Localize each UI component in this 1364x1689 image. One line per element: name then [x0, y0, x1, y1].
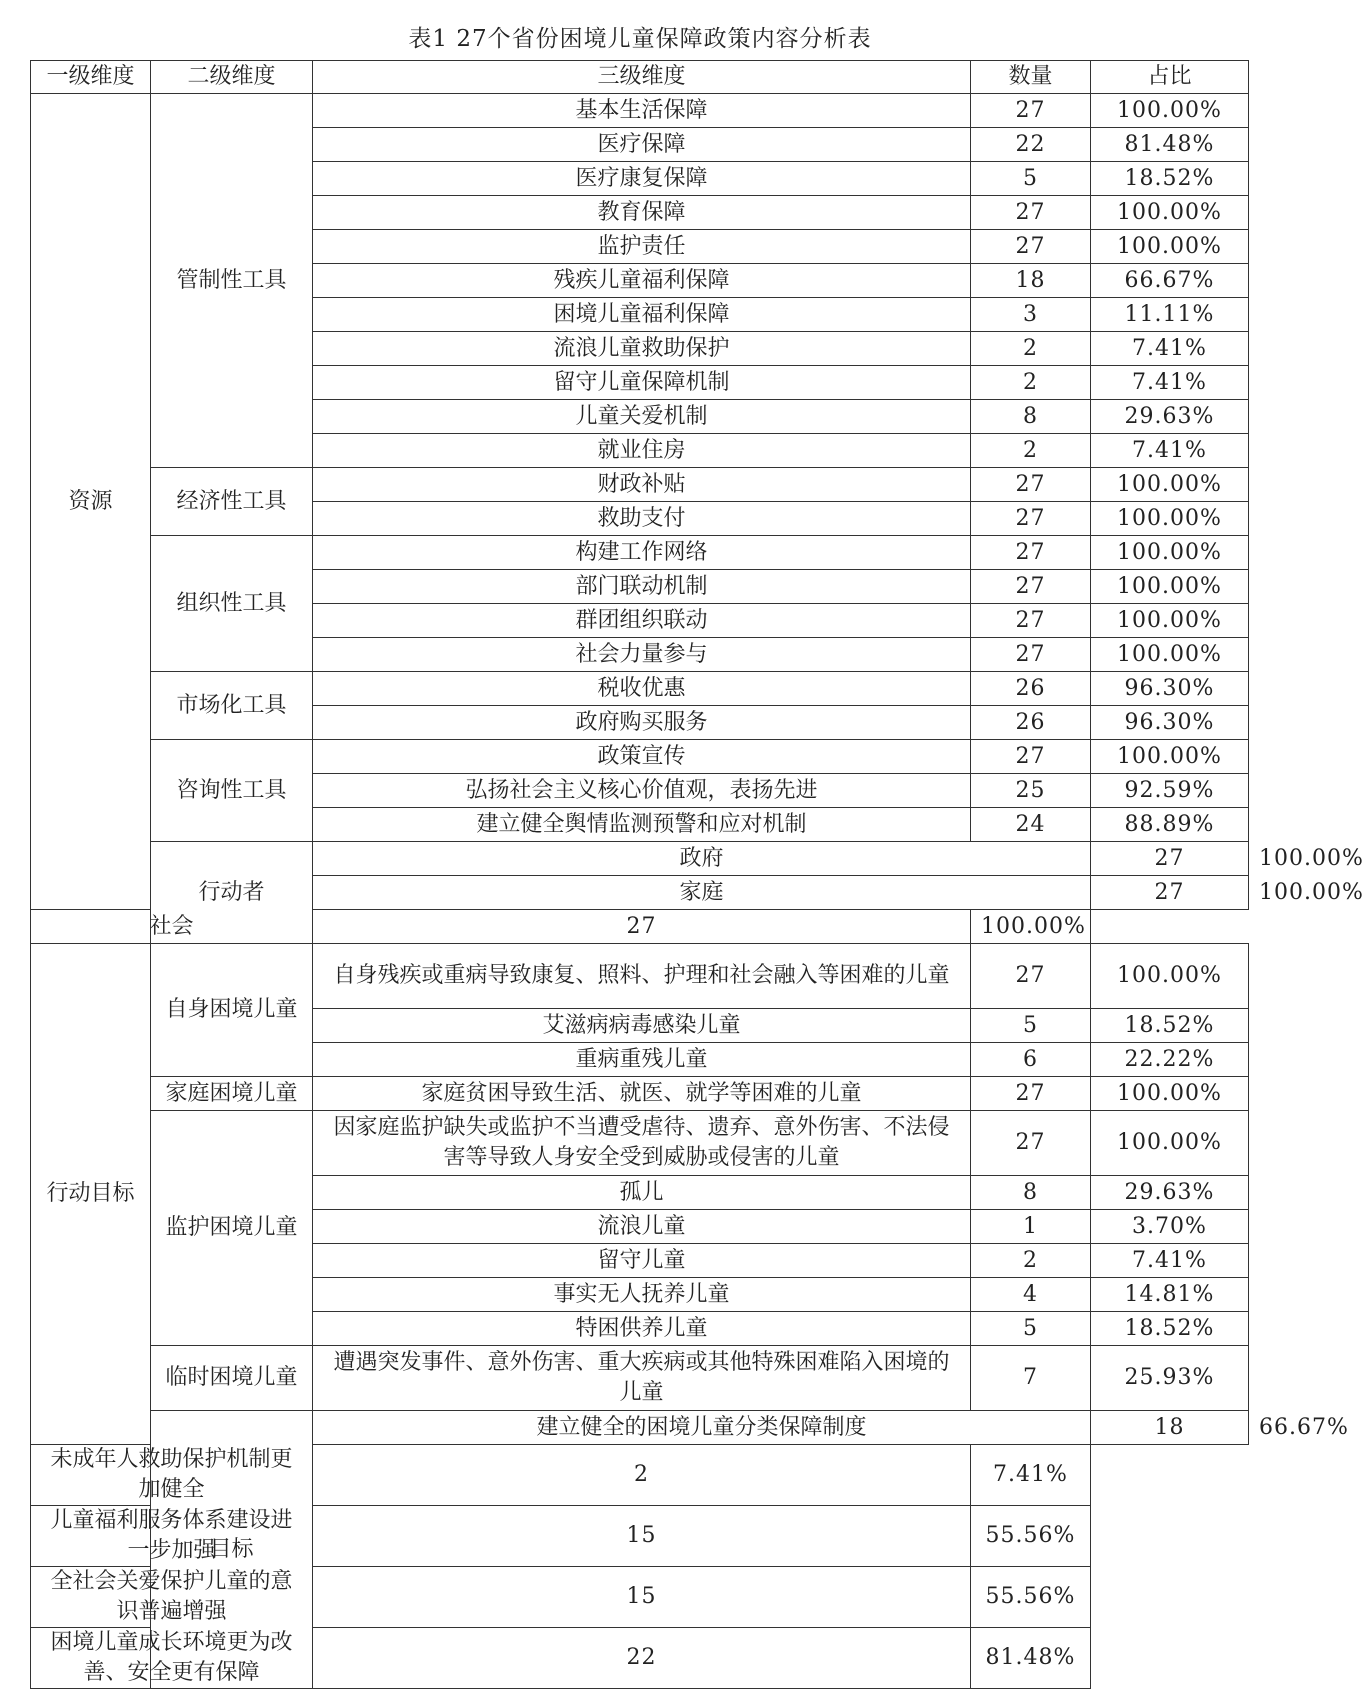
- level2-cell: 组织性工具: [151, 536, 313, 672]
- level3-cell: 事实无人抚养儿童: [313, 1278, 971, 1312]
- level3-cell: 就业住房: [313, 434, 971, 468]
- level3-cell: 流浪儿童: [313, 1210, 971, 1244]
- header-percent: 占比: [1091, 61, 1249, 94]
- level3-cell: 因家庭监护缺失或监护不当遭受虐待、遗弃、意外伤害、不法侵害等导致人身安全受到威胁或侵害的儿童: [313, 1111, 971, 1176]
- level2-cell: 市场化工具: [151, 672, 313, 740]
- level3-cell: 残疾儿童福利保障: [313, 264, 971, 298]
- level3-cell: 艾滋病病毒感染儿童: [313, 1009, 971, 1043]
- count-cell: 5: [971, 1312, 1091, 1346]
- percent-cell: 96.30%: [1091, 706, 1249, 740]
- count-cell: 27: [1091, 876, 1249, 910]
- header-level3: 三级维度: [313, 61, 971, 94]
- level3-cell: 政府: [313, 842, 1091, 876]
- count-cell: 27: [971, 638, 1091, 672]
- percent-cell: 22.22%: [1091, 1043, 1249, 1077]
- count-cell: 18: [971, 264, 1091, 298]
- count-cell: 2: [971, 434, 1091, 468]
- level3-cell: 未成年人救助保护机制更加健全: [31, 1445, 313, 1506]
- level1-cell: 行动目标: [31, 944, 151, 1445]
- count-cell: 27: [971, 94, 1091, 128]
- count-cell: 2: [971, 1244, 1091, 1278]
- count-cell: 8: [971, 1176, 1091, 1210]
- percent-cell: 18.52%: [1091, 1312, 1249, 1346]
- table-row: [31, 1567, 1249, 1628]
- level3-cell: 构建工作网络: [313, 536, 971, 570]
- level3-cell: 社会: [31, 910, 313, 944]
- count-cell: 22: [313, 1628, 971, 1689]
- count-cell: 27: [971, 230, 1091, 264]
- level3-cell: 政策宣传: [313, 740, 971, 774]
- header-count: 数量: [971, 61, 1091, 94]
- percent-cell: 55.56%: [971, 1506, 1091, 1567]
- count-cell: 8: [971, 400, 1091, 434]
- percent-cell: 100.00%: [1091, 1077, 1249, 1111]
- percent-cell: 25.93%: [1091, 1346, 1249, 1411]
- percent-cell: 100.00%: [1091, 944, 1249, 1009]
- count-cell: 2: [971, 366, 1091, 400]
- level3-cell: 救助支付: [313, 502, 971, 536]
- level3-cell: 留守儿童: [313, 1244, 971, 1278]
- percent-cell: 18.52%: [1091, 162, 1249, 196]
- count-cell: 27: [971, 570, 1091, 604]
- count-cell: 27: [971, 196, 1091, 230]
- percent-cell: 7.41%: [1091, 332, 1249, 366]
- percent-cell: 7.41%: [971, 1445, 1091, 1506]
- percent-cell: 7.41%: [1091, 1244, 1249, 1278]
- percent-cell: 96.30%: [1091, 672, 1249, 706]
- percent-cell: 29.63%: [1091, 400, 1249, 434]
- percent-cell: 7.41%: [1091, 366, 1249, 400]
- percent-cell: 11.11%: [1091, 298, 1249, 332]
- level3-cell: 教育保障: [313, 196, 971, 230]
- table-row: [31, 944, 1249, 1009]
- count-cell: 3: [971, 298, 1091, 332]
- level3-cell: 流浪儿童救助保护: [313, 332, 971, 366]
- table-caption: 表1 27个省份困境儿童保障政策内容分析表: [408, 26, 872, 52]
- level3-cell: 家庭: [313, 876, 1091, 910]
- percent-cell: 100.00%: [1091, 638, 1249, 672]
- level3-cell: 建立健全的困境儿童分类保障制度: [313, 1411, 1091, 1445]
- percent-cell: 100.00%: [1091, 536, 1249, 570]
- percent-cell: 88.89%: [1091, 808, 1249, 842]
- percent-cell: 3.70%: [1091, 1210, 1249, 1244]
- level3-cell: 监护责任: [313, 230, 971, 264]
- percent-cell: 7.41%: [1091, 434, 1249, 468]
- percent-cell: 81.48%: [1091, 128, 1249, 162]
- table-row: [31, 1445, 1249, 1506]
- level2-cell: 管制性工具: [151, 94, 313, 468]
- table-row: [31, 536, 1249, 570]
- table-row: [31, 1506, 1249, 1567]
- percent-cell: 100.00%: [1091, 502, 1249, 536]
- count-cell: 2: [313, 1445, 971, 1506]
- percent-cell: 100.00%: [1091, 230, 1249, 264]
- level3-cell: 医疗康复保障: [313, 162, 971, 196]
- header-level1: 一级维度: [31, 61, 151, 94]
- level3-cell: 建立健全舆情监测预警和应对机制: [313, 808, 971, 842]
- table-row: [31, 1077, 1249, 1111]
- level1-cell: 资源: [31, 94, 151, 910]
- count-cell: 1: [971, 1210, 1091, 1244]
- percent-cell: 100.00%: [1091, 468, 1249, 502]
- count-cell: 18: [1091, 1411, 1249, 1445]
- table-row: [31, 468, 1249, 502]
- level3-cell: 家庭贫困导致生活、就医、就学等困难的儿童: [313, 1077, 971, 1111]
- table-row: [31, 1346, 1249, 1411]
- table-row: 家庭 27 100.00%: [31, 876, 1249, 910]
- count-cell: 15: [313, 1567, 971, 1628]
- percent-cell: 18.52%: [1091, 1009, 1249, 1043]
- header-level2: 二级维度: [151, 61, 313, 94]
- count-cell: 22: [971, 128, 1091, 162]
- level3-cell: 遭遇突发事件、意外伤害、重大疾病或其他特殊困难陷入困境的儿童: [313, 1346, 971, 1411]
- level3-cell: 部门联动机制: [313, 570, 971, 604]
- level3-cell: 困境儿童成长环境更为改善、安全更有保障: [31, 1628, 313, 1689]
- percent-cell: 81.48%: [971, 1628, 1091, 1689]
- count-cell: 2: [971, 332, 1091, 366]
- count-cell: 27: [971, 944, 1091, 1009]
- policy-analysis-table: [30, 60, 1364, 1689]
- count-cell: 26: [971, 672, 1091, 706]
- count-cell: 4: [971, 1278, 1091, 1312]
- table-row: 目标 建立健全的困境儿童分类保障制度 18 66.67%: [31, 1411, 1249, 1445]
- count-cell: 27: [313, 910, 971, 944]
- table-row: [31, 672, 1249, 706]
- count-cell: 5: [971, 162, 1091, 196]
- count-cell: 27: [1091, 842, 1249, 876]
- level2-cell: 监护困境儿童: [151, 1111, 313, 1346]
- percent-cell: 66.67%: [1091, 264, 1249, 298]
- percent-cell: 100.00%: [1091, 94, 1249, 128]
- table-row: [31, 1628, 1249, 1689]
- level3-cell: 特困供养儿童: [313, 1312, 971, 1346]
- table-row: [31, 94, 1249, 128]
- percent-cell: 100.00%: [1091, 196, 1249, 230]
- level3-cell: 留守儿童保障机制: [313, 366, 971, 400]
- level2-cell: 咨询性工具: [151, 740, 313, 842]
- table-body: [31, 94, 1364, 1689]
- count-cell: 27: [971, 1077, 1091, 1111]
- level3-cell: 儿童关爱机制: [313, 400, 971, 434]
- header-row: [31, 61, 1249, 94]
- count-cell: 27: [971, 740, 1091, 774]
- level3-cell: 儿童福利服务体系建设进一步加强: [31, 1506, 313, 1567]
- count-cell: 27: [971, 1111, 1091, 1176]
- level3-cell: 医疗保障: [313, 128, 971, 162]
- level2-cell: 临时困境儿童: [151, 1346, 313, 1411]
- percent-cell: 100.00%: [971, 910, 1091, 944]
- count-cell: 27: [971, 536, 1091, 570]
- table-row: [31, 740, 1249, 774]
- count-cell: 27: [971, 604, 1091, 638]
- level2-cell: 经济性工具: [151, 468, 313, 536]
- percent-cell: 29.63%: [1091, 1176, 1249, 1210]
- level3-cell: 弘扬社会主义核心价值观，表扬先进: [313, 774, 971, 808]
- count-cell: 27: [971, 468, 1091, 502]
- count-cell: 24: [971, 808, 1091, 842]
- level3-cell: 基本生活保障: [313, 94, 971, 128]
- level3-cell: 孤儿: [313, 1176, 971, 1210]
- percent-cell: 92.59%: [1091, 774, 1249, 808]
- level3-cell: 困境儿童福利保障: [313, 298, 971, 332]
- percent-cell: 14.81%: [1091, 1278, 1249, 1312]
- level3-cell: 政府购买服务: [313, 706, 971, 740]
- count-cell: 7: [971, 1346, 1091, 1411]
- level3-cell: 社会力量参与: [313, 638, 971, 672]
- level3-cell: 重病重残儿童: [313, 1043, 971, 1077]
- percent-cell: 100.00%: [1091, 740, 1249, 774]
- table-row: 行动者 政府 27 100.00%: [31, 842, 1249, 876]
- level3-cell: 税收优惠: [313, 672, 971, 706]
- percent-cell: 55.56%: [971, 1567, 1091, 1628]
- level1-cell: 行动者: [151, 842, 313, 944]
- level2-cell: 自身困境儿童: [151, 944, 313, 1077]
- level3-cell: 自身残疾或重病导致康复、照料、护理和社会融入等困难的儿童: [313, 944, 971, 1009]
- count-cell: 26: [971, 706, 1091, 740]
- level3-cell: 财政补贴: [313, 468, 971, 502]
- count-cell: 15: [313, 1506, 971, 1567]
- count-cell: 25: [971, 774, 1091, 808]
- count-cell: 27: [971, 502, 1091, 536]
- level3-cell: 群团组织联动: [313, 604, 971, 638]
- percent-cell: 100.00%: [1091, 1111, 1249, 1176]
- percent-cell: 100.00%: [1091, 570, 1249, 604]
- level3-cell: 全社会关爱保护儿童的意识普遍增强: [31, 1567, 313, 1628]
- table-row: [31, 1111, 1249, 1176]
- level1-cell: 目标: [151, 1411, 313, 1689]
- table-row: [31, 910, 1249, 944]
- count-cell: 5: [971, 1009, 1091, 1043]
- count-cell: 6: [971, 1043, 1091, 1077]
- percent-cell: 100.00%: [1091, 604, 1249, 638]
- level2-cell: 家庭困境儿童: [151, 1077, 313, 1111]
